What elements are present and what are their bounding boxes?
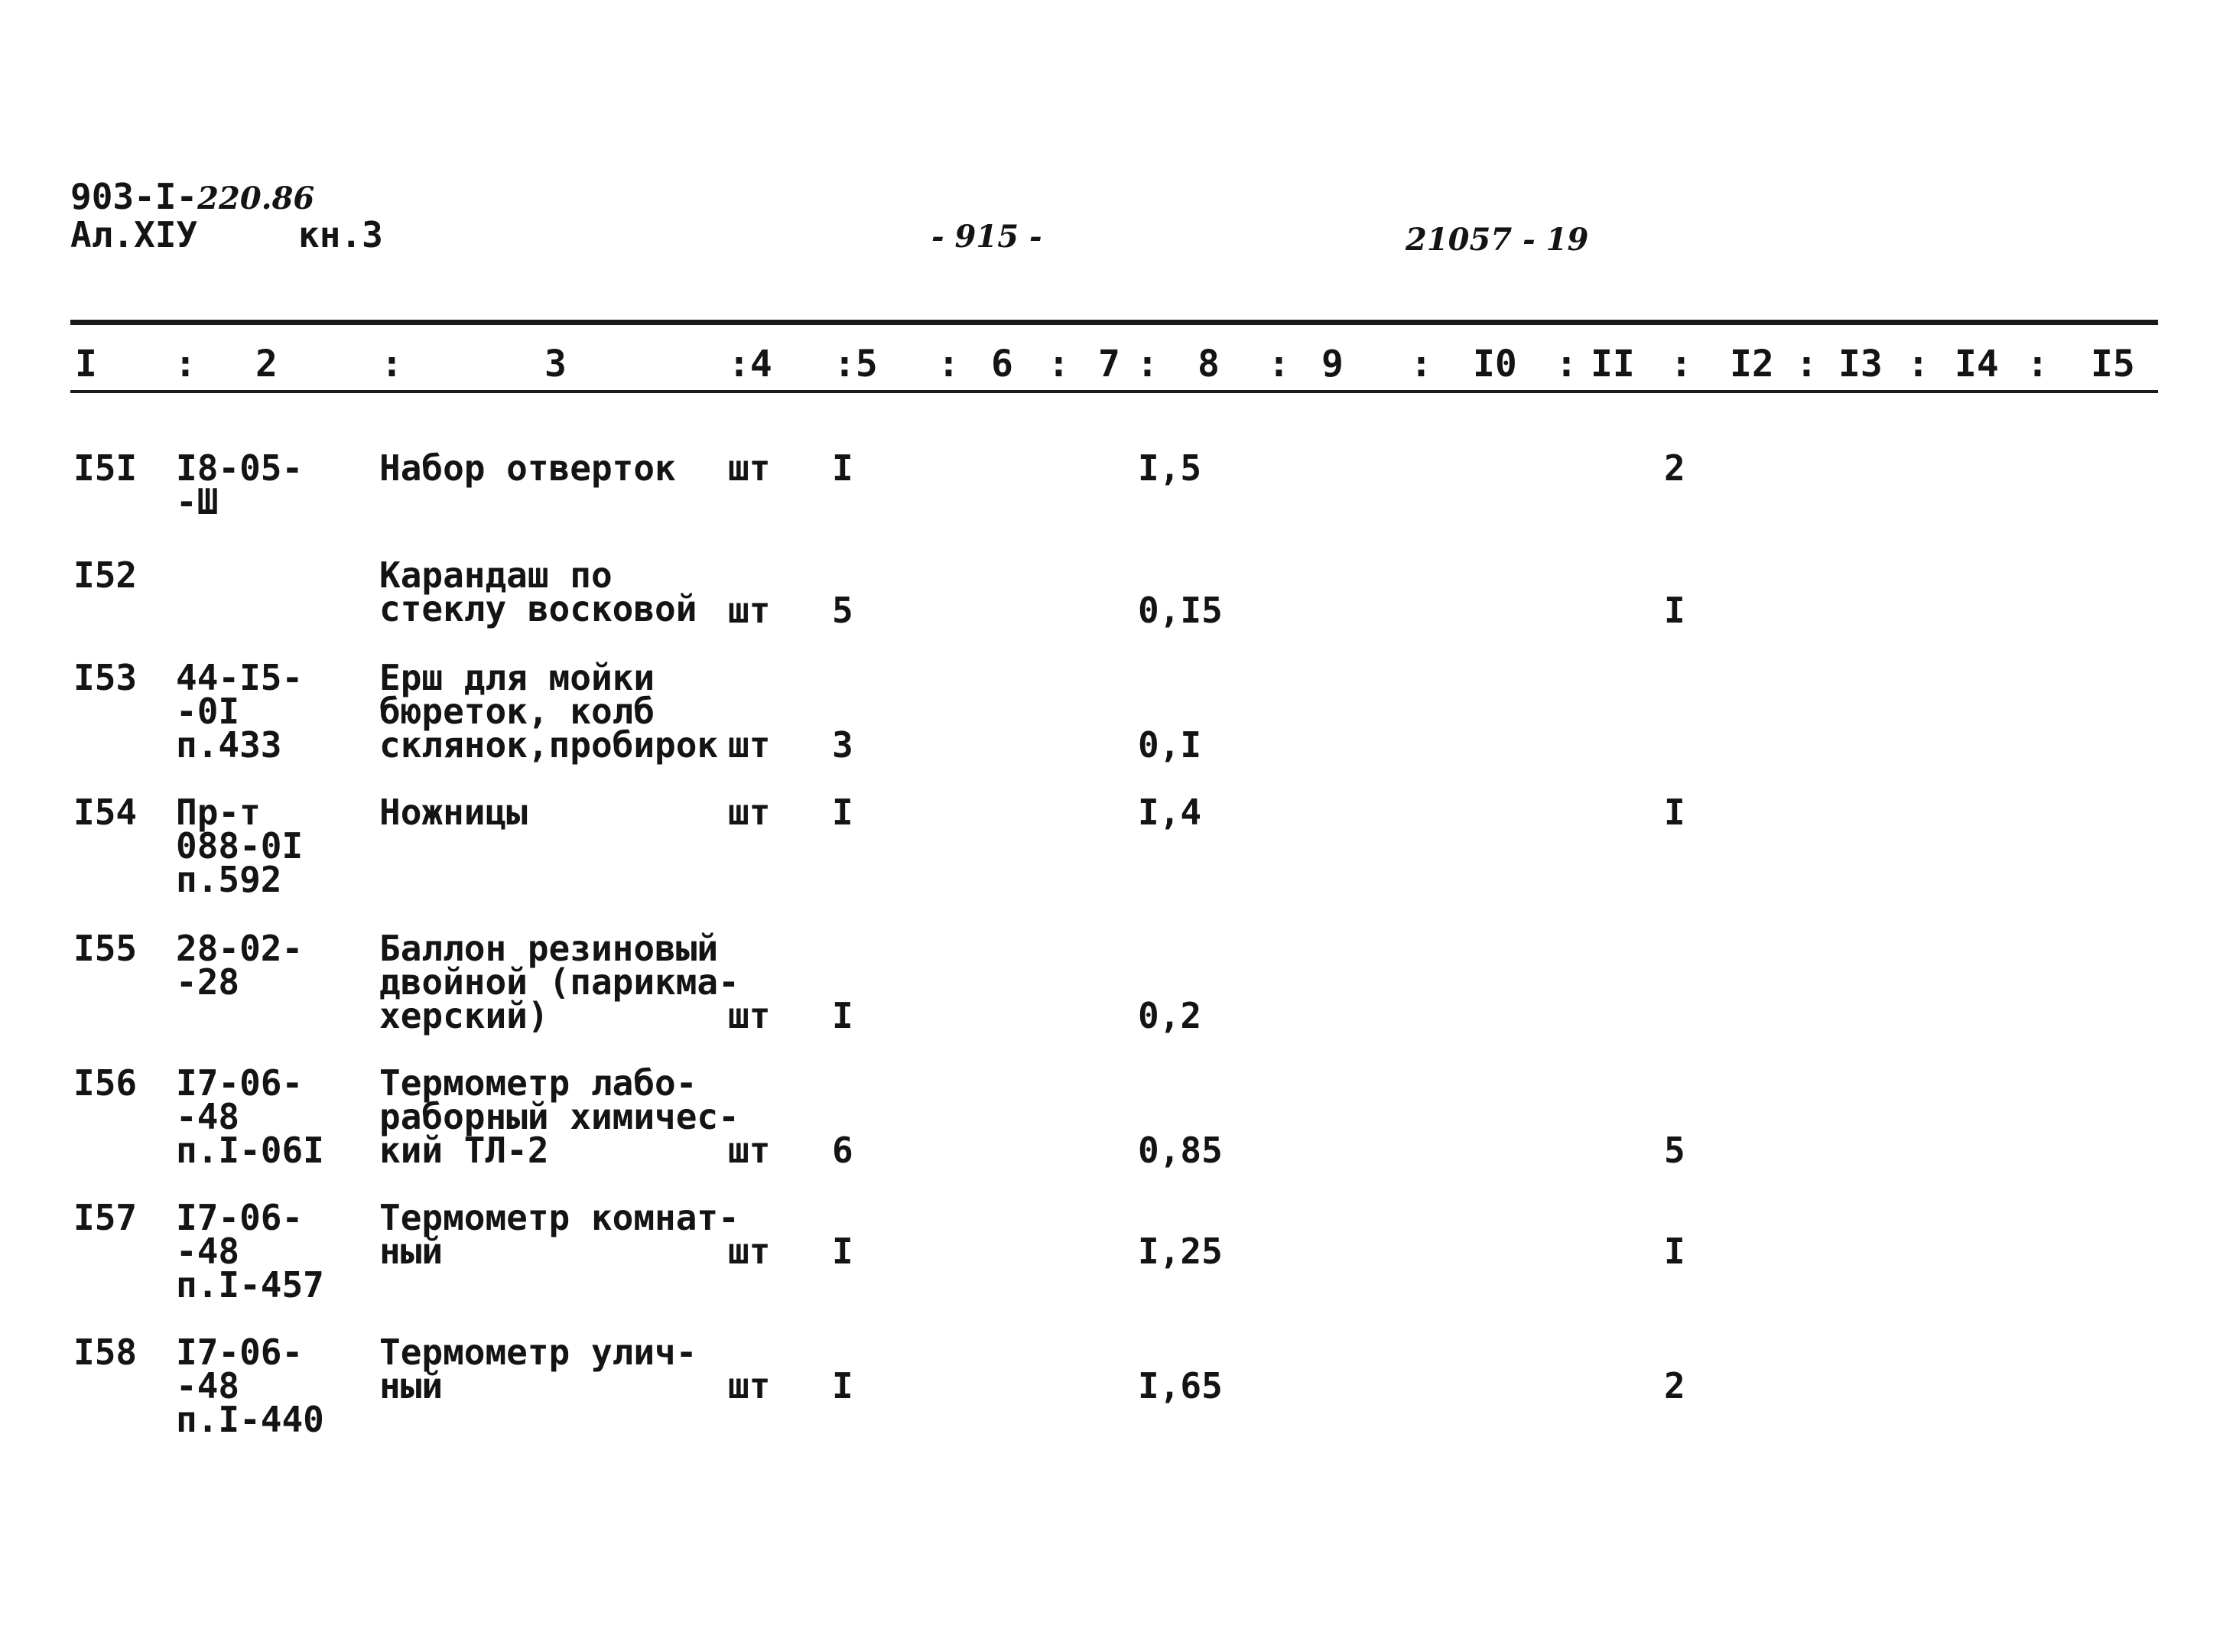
column-11-value: 2 xyxy=(1664,1365,1685,1406)
col-sep: : xyxy=(1670,343,1692,385)
col-sep: : xyxy=(2026,343,2049,385)
row-number: I53 xyxy=(73,657,138,698)
item-name: Термометр лабо- раборный химичес- кий ТЛ-2 xyxy=(379,1062,739,1171)
item-name: Термометр улич- ный xyxy=(379,1332,697,1406)
col-num: 9 xyxy=(1321,343,1344,385)
item-code: I7-06- -48 п.I-457 xyxy=(176,1197,324,1306)
quantity: I xyxy=(832,447,853,489)
page-number: - 915 - xyxy=(931,219,1042,255)
column-11-value: 5 xyxy=(1664,1130,1685,1171)
row-number: I5I xyxy=(73,447,138,489)
unit: шт xyxy=(728,995,771,1036)
table-row xyxy=(0,1062,2236,1196)
col-num: :5 xyxy=(834,343,878,385)
col-num: II xyxy=(1591,343,1635,385)
col-sep: : xyxy=(381,343,403,385)
col-sep: : xyxy=(938,343,960,385)
col-num: 8 xyxy=(1198,343,1220,385)
unit-price: 0,I xyxy=(1138,724,1202,766)
table-row xyxy=(0,1332,2236,1465)
item-code: 28-02- -28 xyxy=(176,928,304,1003)
row-number: I58 xyxy=(73,1332,138,1373)
col-num: 7 xyxy=(1098,343,1120,385)
unit: шт xyxy=(728,724,771,766)
col-num: :4 xyxy=(728,343,772,385)
column-number-header xyxy=(70,343,2158,389)
unit-price: 0,I5 xyxy=(1138,590,1223,631)
doc-code-handwritten: 220.86 xyxy=(197,180,315,216)
row-number: I57 xyxy=(73,1197,138,1238)
quantity: 6 xyxy=(832,1130,853,1171)
col-sep: : xyxy=(1136,343,1159,385)
quantity: I xyxy=(832,995,853,1036)
column-11-value: I xyxy=(1664,792,1685,833)
col-num: I xyxy=(75,343,97,385)
item-code: I7-06- -48 п.I-440 xyxy=(176,1332,324,1440)
book-label: кн.3 xyxy=(298,214,383,255)
row-number: I55 xyxy=(73,928,138,969)
unit: шт xyxy=(728,1231,771,1272)
row-number: I52 xyxy=(73,554,138,596)
unit-price: I,4 xyxy=(1138,792,1202,833)
unit-price: I,5 xyxy=(1138,447,1202,489)
column-11-value: I xyxy=(1664,590,1685,631)
item-name: Термометр комнат- ный xyxy=(379,1197,739,1272)
col-sep: : xyxy=(1410,343,1432,385)
doc-code xyxy=(70,177,314,218)
item-name: Баллон резиновый двойной (парикма- херский) xyxy=(379,928,739,1036)
item-name: Карандаш по стеклу восковой xyxy=(379,554,697,629)
item-code: I7-06- -48 п.I-06I xyxy=(176,1062,324,1171)
item-code: Пр-т 088-0I п.592 xyxy=(176,792,304,900)
table-row xyxy=(0,657,2236,791)
unit-price: 0,85 xyxy=(1138,1130,1223,1171)
col-num: 6 xyxy=(991,343,1013,385)
column-11-value: 2 xyxy=(1664,447,1685,489)
quantity: I xyxy=(832,792,853,833)
item-code: 44-I5- -0I п.433 xyxy=(176,657,304,766)
quantity: 3 xyxy=(832,724,853,766)
unit: шт xyxy=(728,1130,771,1171)
album-label: Ал.XIУ xyxy=(70,214,198,255)
col-num: 2 xyxy=(255,343,278,385)
top-rule xyxy=(70,320,2158,325)
item-name: Набор отверток xyxy=(379,447,676,489)
col-sep: : xyxy=(1907,343,1929,385)
col-num: I4 xyxy=(1955,343,1999,385)
col-num: I3 xyxy=(1838,343,1883,385)
sheet-reference: 21057 - 19 xyxy=(1406,222,1589,258)
col-num: I0 xyxy=(1473,343,1517,385)
col-num: I2 xyxy=(1730,343,1774,385)
table-row xyxy=(0,1197,2236,1331)
row-number: I54 xyxy=(73,792,138,833)
unit-price: 0,2 xyxy=(1138,995,1202,1036)
col-num: 3 xyxy=(544,343,567,385)
item-name: Ножницы xyxy=(379,792,528,833)
col-sep: : xyxy=(1048,343,1070,385)
doc-code-prefix: 903-I- xyxy=(70,176,198,217)
col-sep: : xyxy=(1555,343,1578,385)
col-num: I5 xyxy=(2091,343,2135,385)
header-underline xyxy=(70,390,2158,393)
quantity: 5 xyxy=(832,590,853,631)
unit: шт xyxy=(728,792,771,833)
unit: шт xyxy=(728,1365,771,1406)
table-row xyxy=(0,792,2236,925)
unit: шт xyxy=(728,447,771,489)
unit: шт xyxy=(728,590,771,631)
item-code: I8-05- -Ш xyxy=(176,447,304,522)
col-sep: : xyxy=(1796,343,1818,385)
column-11-value: I xyxy=(1664,1231,1685,1272)
unit-price: I,25 xyxy=(1138,1231,1223,1272)
col-sep: : xyxy=(1268,343,1290,385)
quantity: I xyxy=(832,1365,853,1406)
unit-price: I,65 xyxy=(1138,1365,1223,1406)
item-name: Ерш для мойки бюреток, колб склянок,пробирок xyxy=(379,657,719,766)
row-number: I56 xyxy=(73,1062,138,1104)
col-sep: : xyxy=(174,343,197,385)
quantity: I xyxy=(832,1231,853,1272)
table-row xyxy=(0,928,2236,1062)
